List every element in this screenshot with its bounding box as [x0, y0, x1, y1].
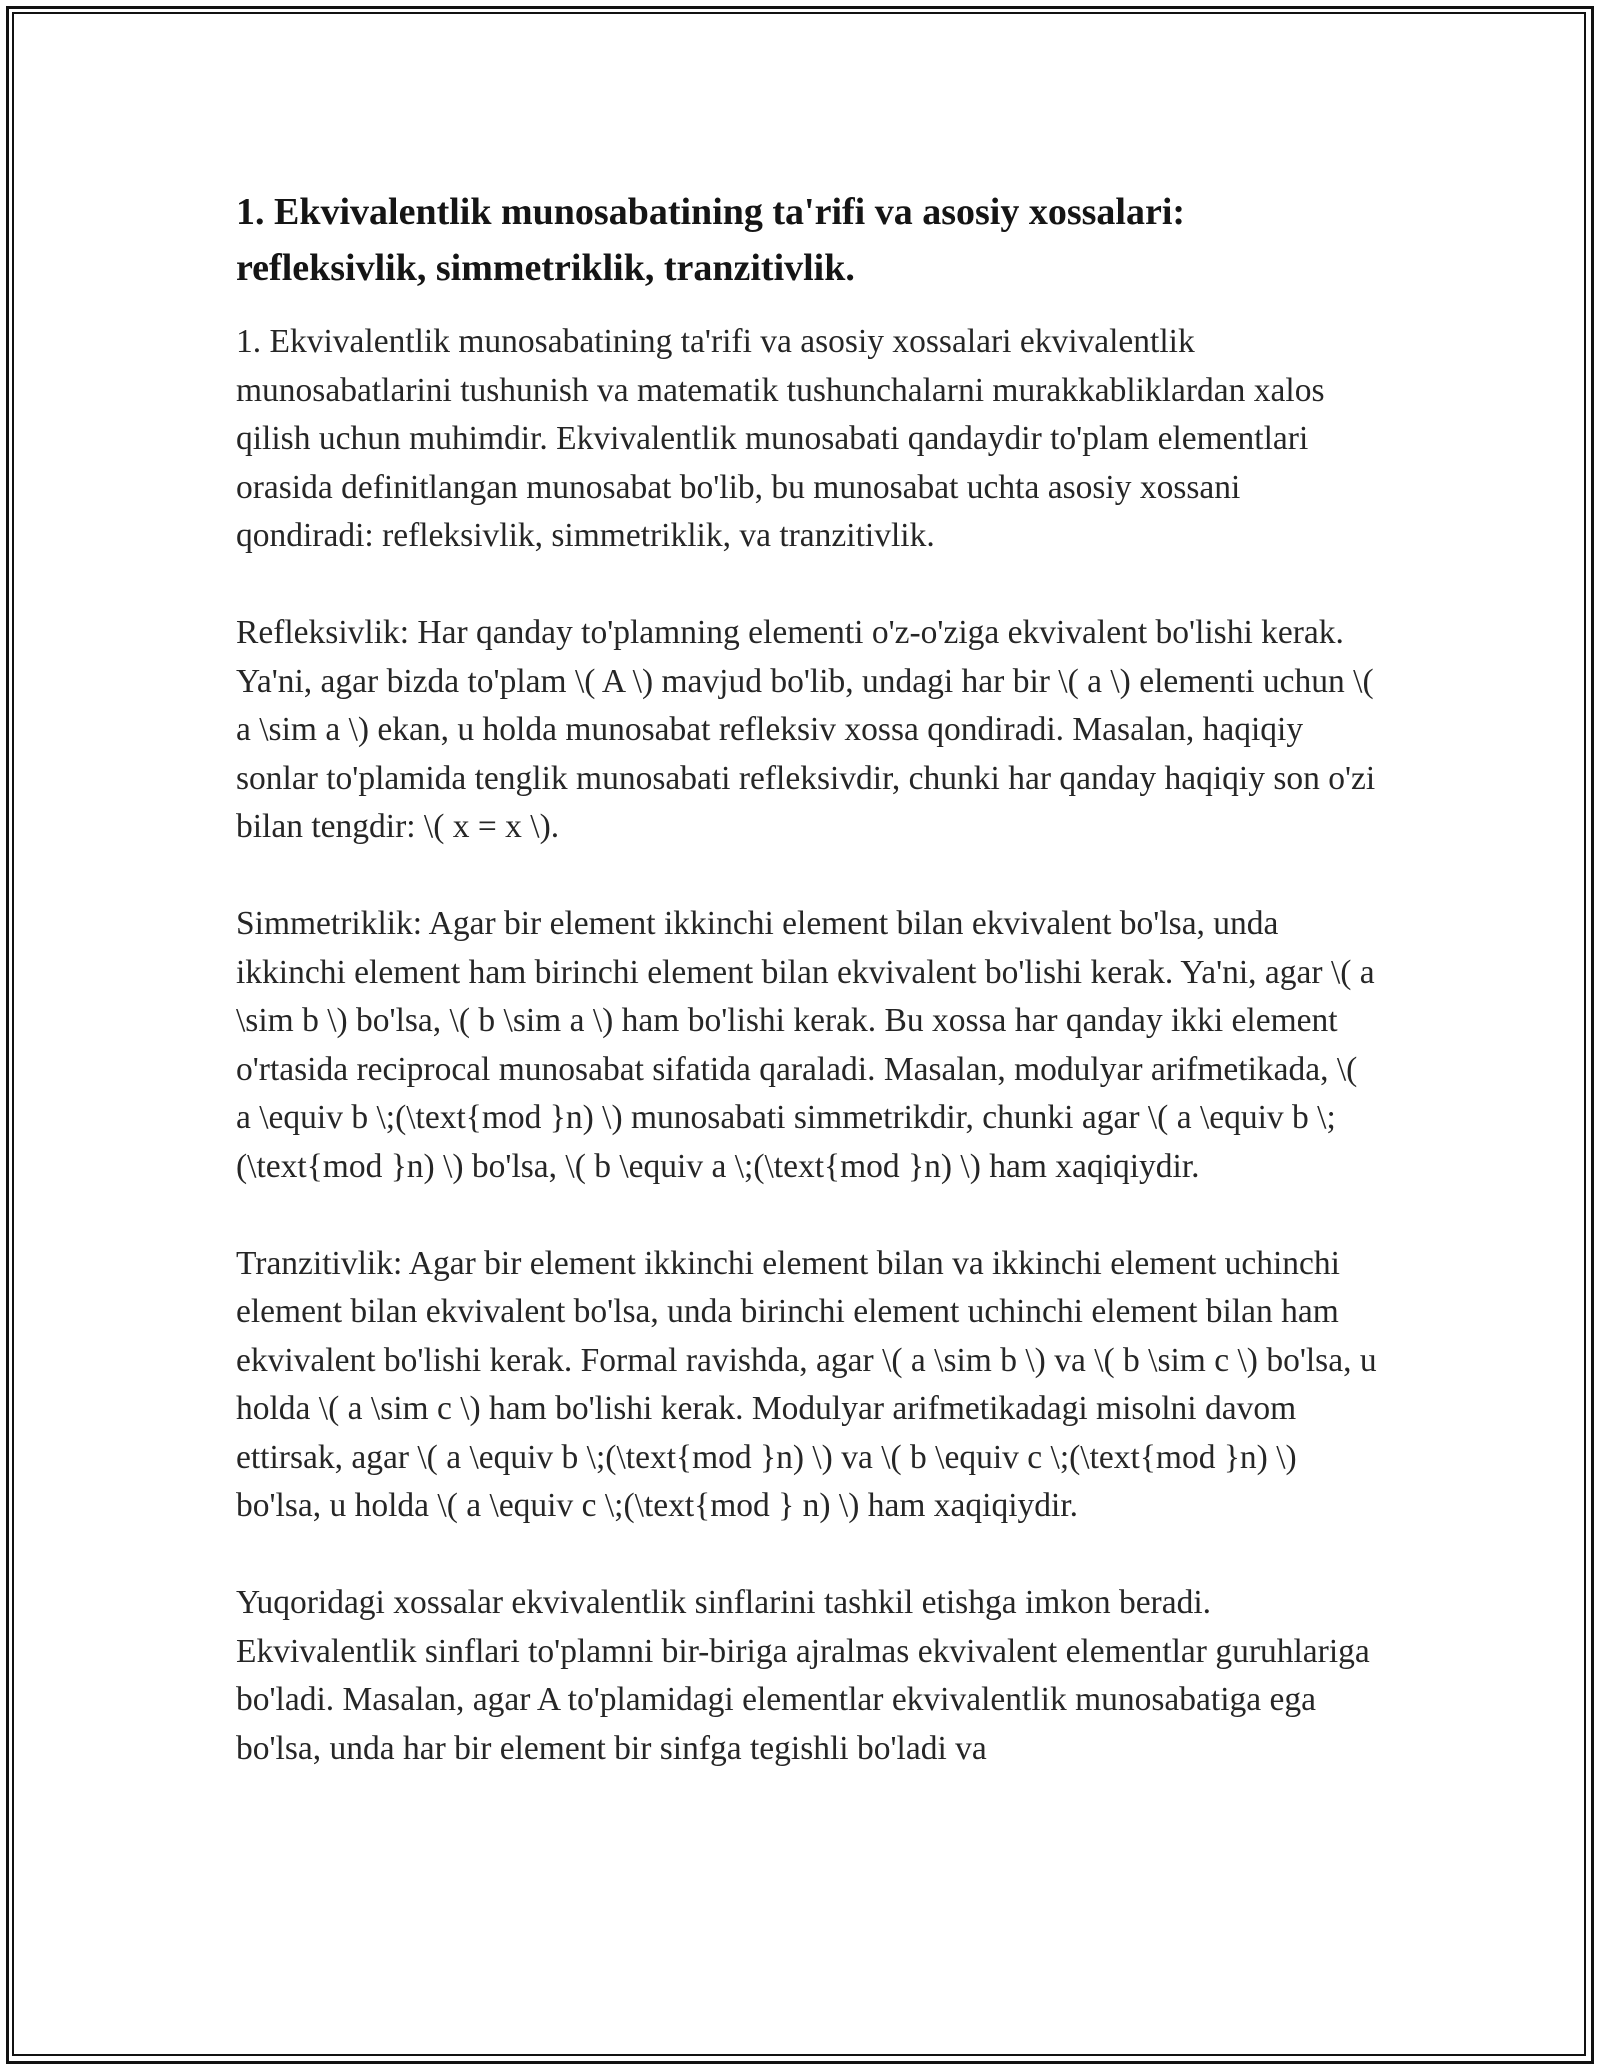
- paragraph-symmetry: Simmetriklik: Agar bir element ikkinchi element bilan ekvivalent bo'lsa, unda ikkinchi element ham birinchi element bilan ekvivalent bo'lishi kerak. Ya'ni, agar \( a \sim b \) bo'lsa, \( b \sim a \) ham bo'lishi kerak. Bu xossa har qanday ikki element o'rtasida reciprocal munosabat sifatida qaraladi. Masalan, modulyar arifmetikada, \( a \equiv b \;(\text{mod }n) \) munosabati simmetrikdir, chunki agar \( a \equiv b \;(\text{mod }n) \) bo'lsa, \( b \equiv a \;(\text{mod }n) \) ham xaqiqiydir.: [236, 905, 1375, 1185]
- paragraph-transitivity: Tranzitivlik: Agar bir element ikkinchi element bilan va ikkinchi element uchinchi element bilan ekvivalent bo'lsa, unda birinchi element uchinchi element bilan ham ekvivalent bo'lishi kerak. Formal ravishda, agar \( a \sim b \) va \( b \sim c \) bo'lsa, u holda \( a \sim c \) ham bo'lishi kerak. Modulyar arifmetikadagi misolni davom ettirsak, agar \( a \equiv b \;(\text{mod }n) \) va \( b \equiv c \;(\text{mod }n) \) bo'lsa, u holda \( a \equiv c \;(\text{mod } n) \) ham xaqiqiydir.: [236, 1244, 1377, 1524]
- section-heading: 1. Ekvivalentlik munosabatining ta'rifi va asosiy xossalari: refleksivlik, simmetriklik, tranzitivlik.: [236, 191, 1186, 289]
- paragraph-reflexivity: Refleksivlik: Har qanday to'plamning elementi o'z-o'ziga ekvivalent bo'lishi kerak. Ya'ni, agar bizda to'plam \( A \) mavjud bo'lib, undagi har bir \( a \) elementi uchun \( a \sim a \) ekan, u holda munosabat refleksiv xossa qondiradi. Masalan, haqiqiy sonlar to'plamida tenglik munosabati refleksivdir, chunki har qanday haqiqiy son o'zi bilan tengdir: \( x = x \).: [236, 614, 1376, 845]
- document-body: [236, 184, 1380, 1822]
- paragraph-equivalence-classes: Yuqoridagi xossalar ekvivalentlik sinflarini tashkil etishga imkon beradi. Ekvivalentlik sinflari to'plamni bir-biriga ajralmas ekvivalent elementlar guruhlariga bo'ladi. Masalan, agar A to'plamidagi elementlar ekvivalentlik munosabatiga ega bo'lsa, unda har bir element bir sinfga tegishli bo'ladi va: [236, 1584, 1370, 1767]
- paragraph-intro: 1. Ekvivalentlik munosabatining ta'rifi va asosiy xossalari ekvivalentlik munosabatlarini tushunish va matematik tushunchalarni murakkabliklardan xalos qilish uchun muhimdir. Ekvivalentlik munosabati qandaydir to'plam elementlari orasida definitlangan munosabat bo'lib, bu munosabat uchta asosiy xossani qondiradi: refleksivlik, simmetriklik, va tranzitivlik.: [236, 323, 1325, 554]
